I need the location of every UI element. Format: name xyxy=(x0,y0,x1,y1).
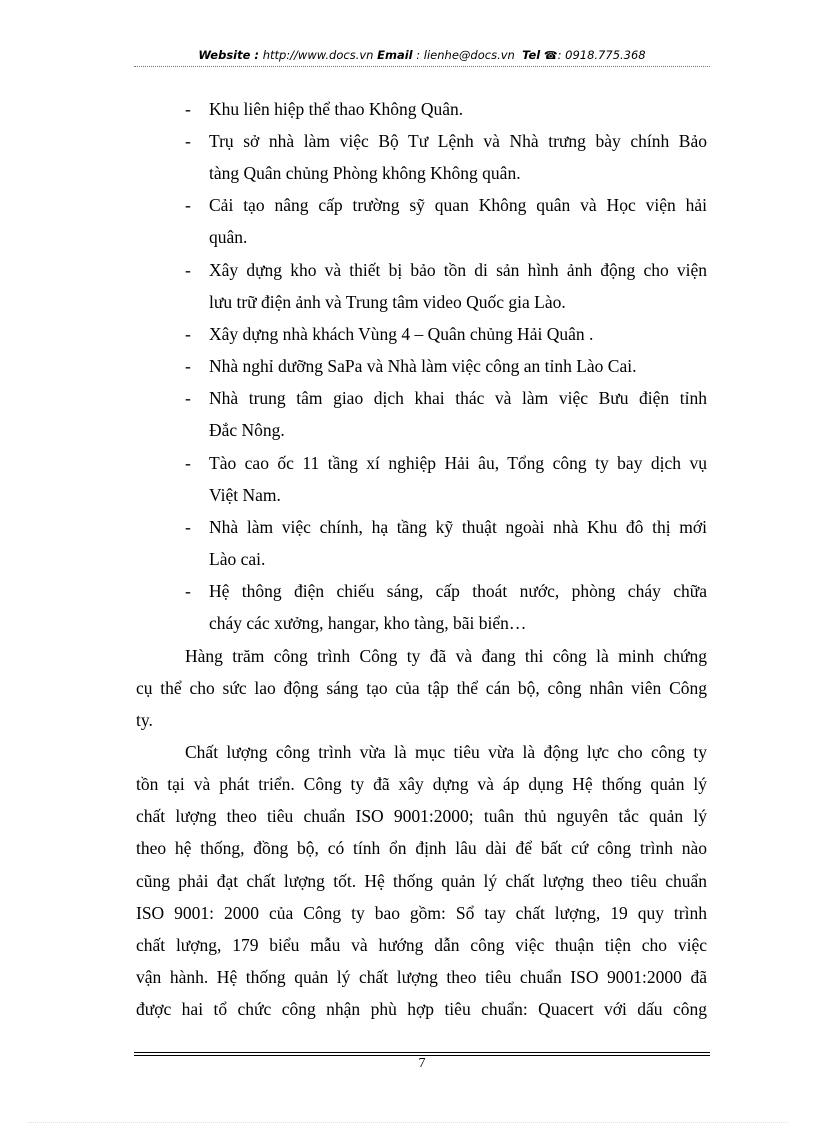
bullet-line: tàng Quân chủng Phòng không Không quân. xyxy=(209,163,521,183)
phone-icon: ☎ xyxy=(543,49,558,62)
bullet-line: Lào cai. xyxy=(209,549,266,569)
email-value: : lienhe@docs.vn xyxy=(416,48,515,62)
paragraph-line: vận hành. Hệ thống quản lý chất lượng theo tiêu chuẩn ISO 9001:2000 đã xyxy=(136,967,707,987)
paragraph-line: tồn tại và phát triển. Công ty đã xây dựng và áp dụng Hệ thống quản lý xyxy=(136,774,707,794)
bullet-dash: - xyxy=(185,324,191,344)
bullet-line: quân. xyxy=(209,227,248,247)
bullet-dash: - xyxy=(185,260,191,280)
paragraph-line: cũng phải đạt chất lượng tốt. Hệ thống quản lý chất lượng theo tiêu chuẩn xyxy=(136,871,707,891)
email-label: Email xyxy=(377,48,413,62)
bullet-line: lưu trữ điện ảnh và Trung tâm video Quốc gia Lào. xyxy=(209,292,566,312)
bullet-line: Nhà trung tâm giao dịch khai thác và làm việc Bưu điện tỉnh xyxy=(209,388,707,408)
paragraph-line: theo hệ thống, đồng bộ, có tính ổn định lâu dài để bất cứ công trình nào xyxy=(136,838,707,858)
paragraph-line: chất lượng, 179 biểu mẫu và hướng dẫn công việc thuận tiện cho việc xyxy=(136,935,707,955)
page-number: 7 xyxy=(418,1056,426,1071)
tel-label: Tel xyxy=(522,48,541,62)
bullet-line: Cải tạo nâng cấp trường sỹ quan Không quân và Học viện hải xyxy=(209,195,707,215)
bullet-line: Xây dựng kho và thiết bị bảo tồn di sản hình ảnh động cho viện xyxy=(209,260,707,280)
paragraph-line: Hàng trăm công trình Công ty đã và đang thi công là minh chứng xyxy=(185,646,707,666)
bullet-line: Nhà làm việc chính, hạ tầng kỹ thuật ngoài nhà Khu đô thị mới xyxy=(209,517,707,537)
bullet-line: Việt Nam. xyxy=(209,485,281,505)
website-value: http://www.docs.vn xyxy=(262,48,374,62)
bullet-dash: - xyxy=(185,517,191,537)
bullet-dash: - xyxy=(185,356,191,376)
bullet-line: Khu liên hiệp thể thao Không Quân. xyxy=(209,99,464,119)
bullet-dash: - xyxy=(185,388,191,408)
bullet-line: Tào cao ốc 11 tầng xí nghiệp Hải âu, Tổng công ty bay dịch vụ xyxy=(209,453,707,473)
footer-divider xyxy=(134,1052,710,1053)
paragraph-line: ISO 9001: 2000 của Công ty bao gồm: Sổ tay chất lượng, 19 quy trình xyxy=(136,903,707,923)
website-label: Website : xyxy=(198,48,260,62)
bullet-dash: - xyxy=(185,581,191,601)
bullet-dash: - xyxy=(185,99,191,119)
paragraph-line: ty. xyxy=(136,710,153,730)
bullet-dash: - xyxy=(185,453,191,473)
paragraph-line: được hai tổ chức công nhận phù hợp tiêu chuẩn: Quacert với dấu công xyxy=(136,999,707,1019)
page-header xyxy=(134,48,710,62)
bullet-dash: - xyxy=(185,195,191,215)
bullet-line: Trụ sở nhà làm việc Bộ Tư Lệnh và Nhà trưng bày chính Bảo xyxy=(209,131,707,151)
bullet-line: cháy các xưởng, hangar, kho tàng, bãi biển… xyxy=(209,613,527,633)
bullet-line: Nhà nghỉ dưỡng SaPa và Nhà làm việc công an tỉnh Lào Cai. xyxy=(209,356,637,376)
bullet-line: Xây dựng nhà khách Vùng 4 – Quân chủng Hải Quân . xyxy=(209,324,594,344)
paragraph-line: Chất lượng công trình vừa là mục tiêu vừa là động lực cho công ty xyxy=(185,742,707,762)
paragraph-line: chất lượng theo tiêu chuẩn ISO 9001:2000; tuân thủ nguyên tắc quản lý xyxy=(136,806,707,826)
tel-value: : 0918.775.368 xyxy=(557,48,646,62)
bullet-line: Hệ thông điện chiếu sáng, cấp thoát nước, phòng cháy chữa xyxy=(209,581,707,601)
bullet-line: Đắc Nông. xyxy=(209,420,285,440)
bullet-dash: - xyxy=(185,131,191,151)
header-divider xyxy=(134,66,710,67)
paragraph-line: cụ thể cho sức lao động sáng tạo của tập thể cán bộ, công nhân viên Công xyxy=(136,678,707,698)
